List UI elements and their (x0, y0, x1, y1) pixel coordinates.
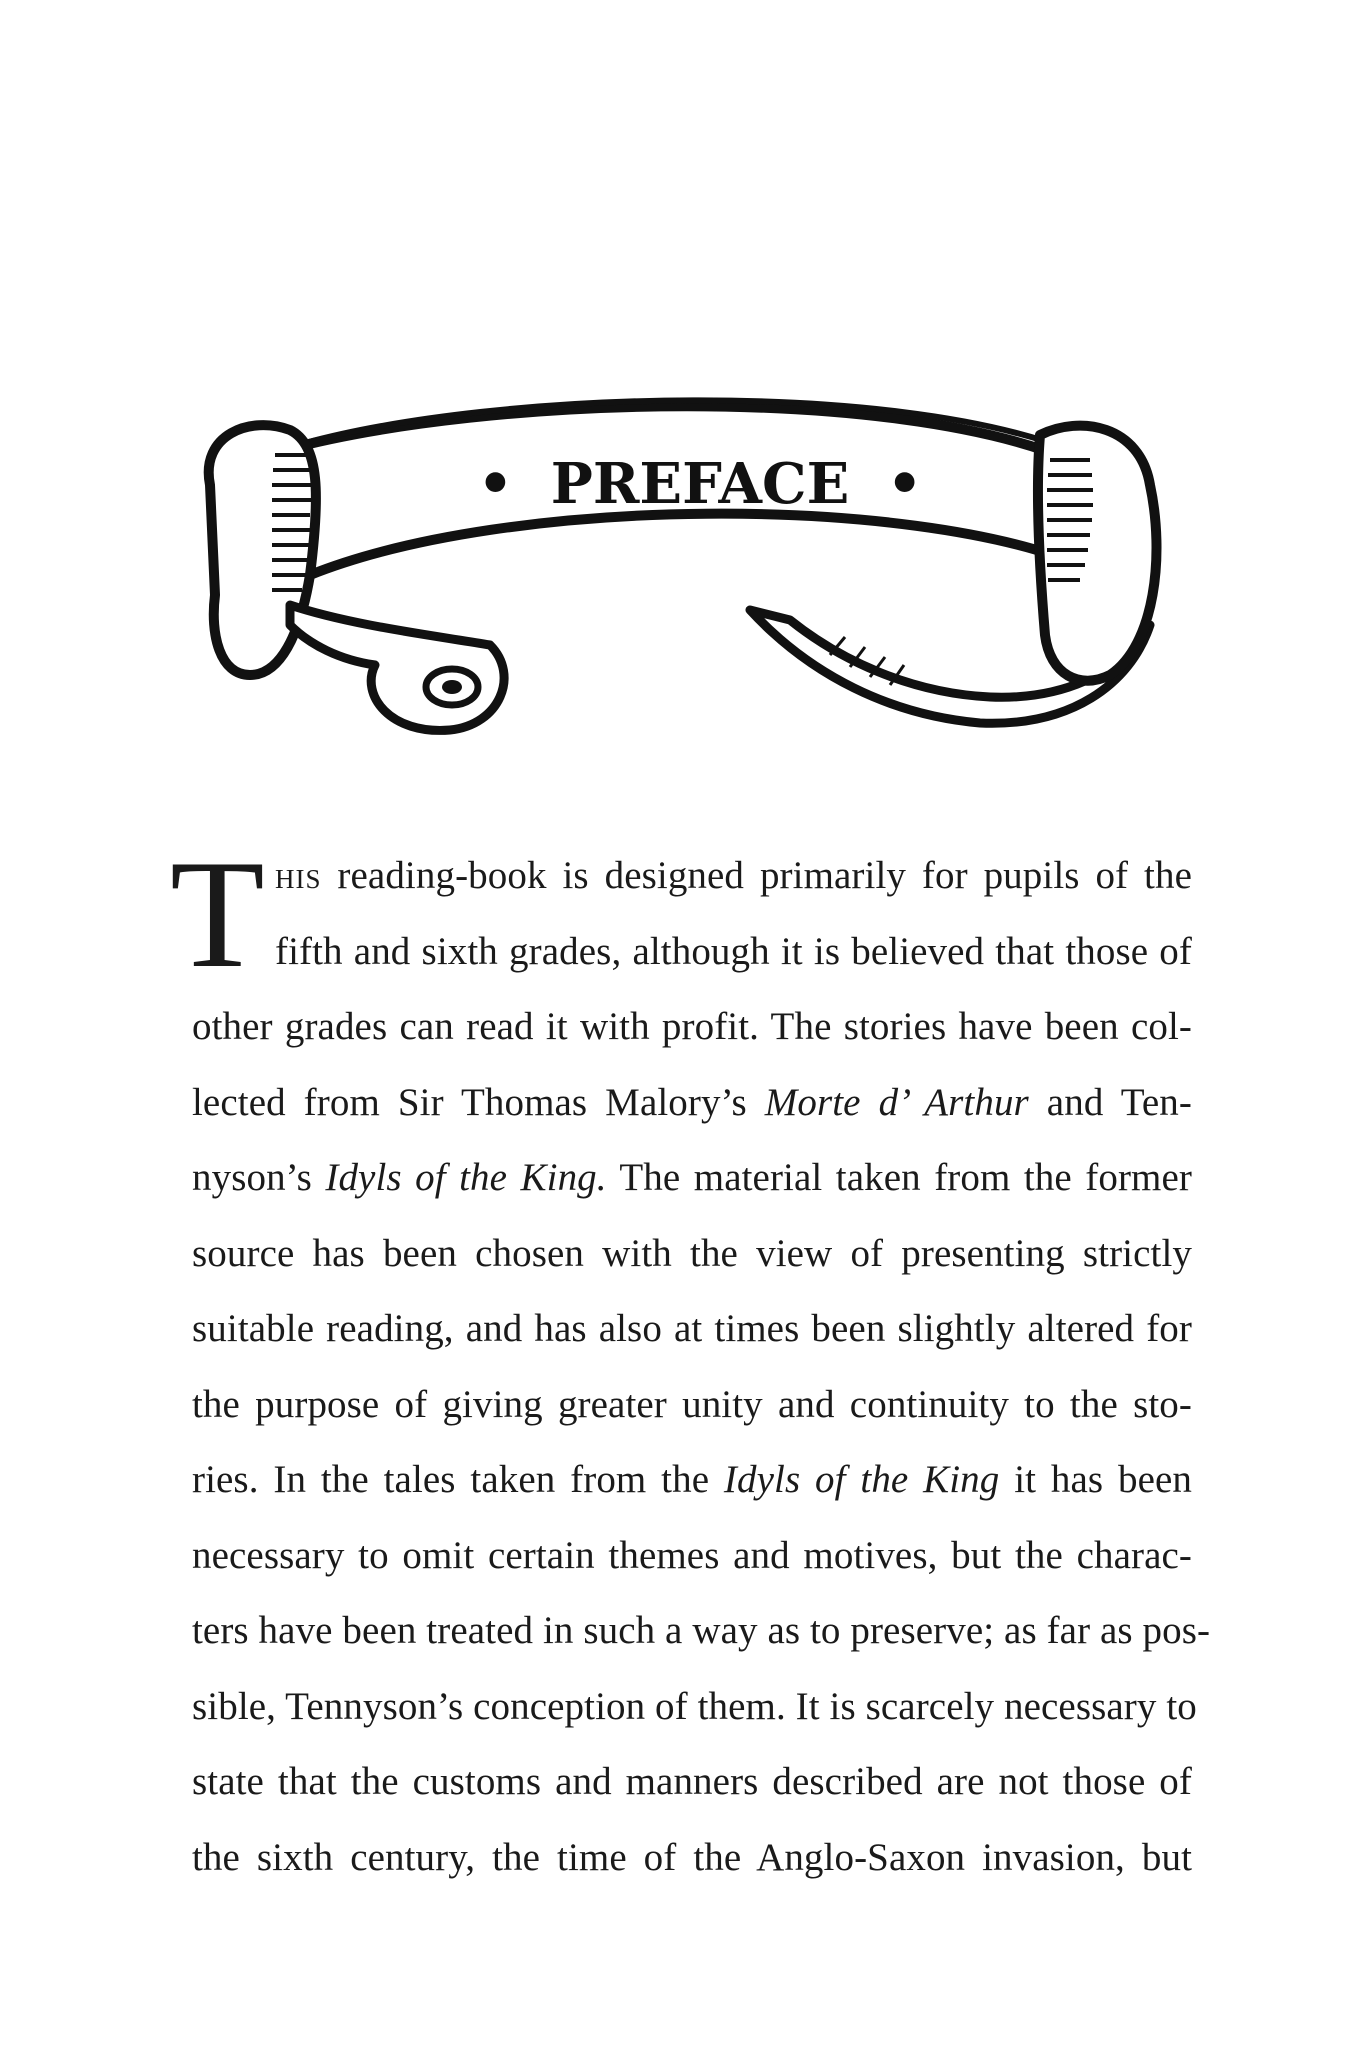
scroll-ribbon-illustration (190, 375, 1190, 745)
text-line (192, 989, 1192, 1065)
text-run: lected from Sir Thomas Malory’s (192, 1080, 765, 1124)
text-line (192, 838, 1192, 914)
text-line (192, 1744, 1192, 1820)
text-run: reading-book is designed primarily for pupils of the (321, 854, 1192, 897)
italic-title: Idyls of the King. (325, 1156, 607, 1199)
text-run: The material taken from the former (606, 1156, 1192, 1199)
text-run: fifth and sixth grades, although it is believed that those of (275, 929, 1192, 973)
text-run: other grades can read it with profit. The stories have been col- (192, 1005, 1192, 1048)
banner-dot-left: • (477, 451, 514, 517)
text-run: nyson’s (192, 1156, 326, 1199)
text-run: the purpose of giving greater unity and continuity to the sto- (192, 1382, 1192, 1426)
banner-title: PREFACE (550, 451, 850, 517)
text-run: ries. In the tales taken from the (192, 1458, 724, 1501)
text-line (192, 1669, 1197, 1745)
banner-dot-right: • (886, 451, 923, 517)
text-run: state that the customs and manners described are not those of (192, 1760, 1192, 1803)
text-run: it has been (999, 1458, 1192, 1501)
text-line (192, 1216, 1192, 1292)
text-run: and Ten- (1028, 1080, 1192, 1124)
text-run: ters have been treated in such a way as to preserve; as far as pos- (192, 1609, 1211, 1652)
text-run: sible, Tennyson’s conception of them. It is scarcely necessary to (192, 1684, 1197, 1728)
text-line (192, 1140, 1192, 1216)
italic-title: Idyls of the King (723, 1458, 1000, 1501)
text-run: the sixth century, the time of the Anglo-Saxon invasion, but (192, 1835, 1192, 1879)
text-line (192, 1065, 1192, 1141)
text-line (192, 1820, 1192, 1896)
text-line (192, 1593, 1211, 1669)
drop-cap: T (170, 828, 265, 1000)
first-word-smallcaps: his (275, 854, 322, 897)
text-run: source has been chosen with the view of presenting strictly (192, 1231, 1192, 1275)
preface-banner (190, 375, 1190, 745)
preface-text (170, 828, 1211, 1895)
text-line (192, 1442, 1192, 1518)
text-line (192, 1291, 1192, 1367)
text-run: suitable reading, and has also at times been slightly altered for (192, 1307, 1192, 1350)
paragraph (192, 838, 1211, 1895)
text-run: necessary to omit certain themes and motives, but the charac- (192, 1533, 1192, 1577)
text-line (192, 1518, 1192, 1594)
italic-title: Morte d’ Arthur (764, 1080, 1029, 1124)
text-line (192, 914, 1192, 990)
text-line (192, 1367, 1192, 1443)
